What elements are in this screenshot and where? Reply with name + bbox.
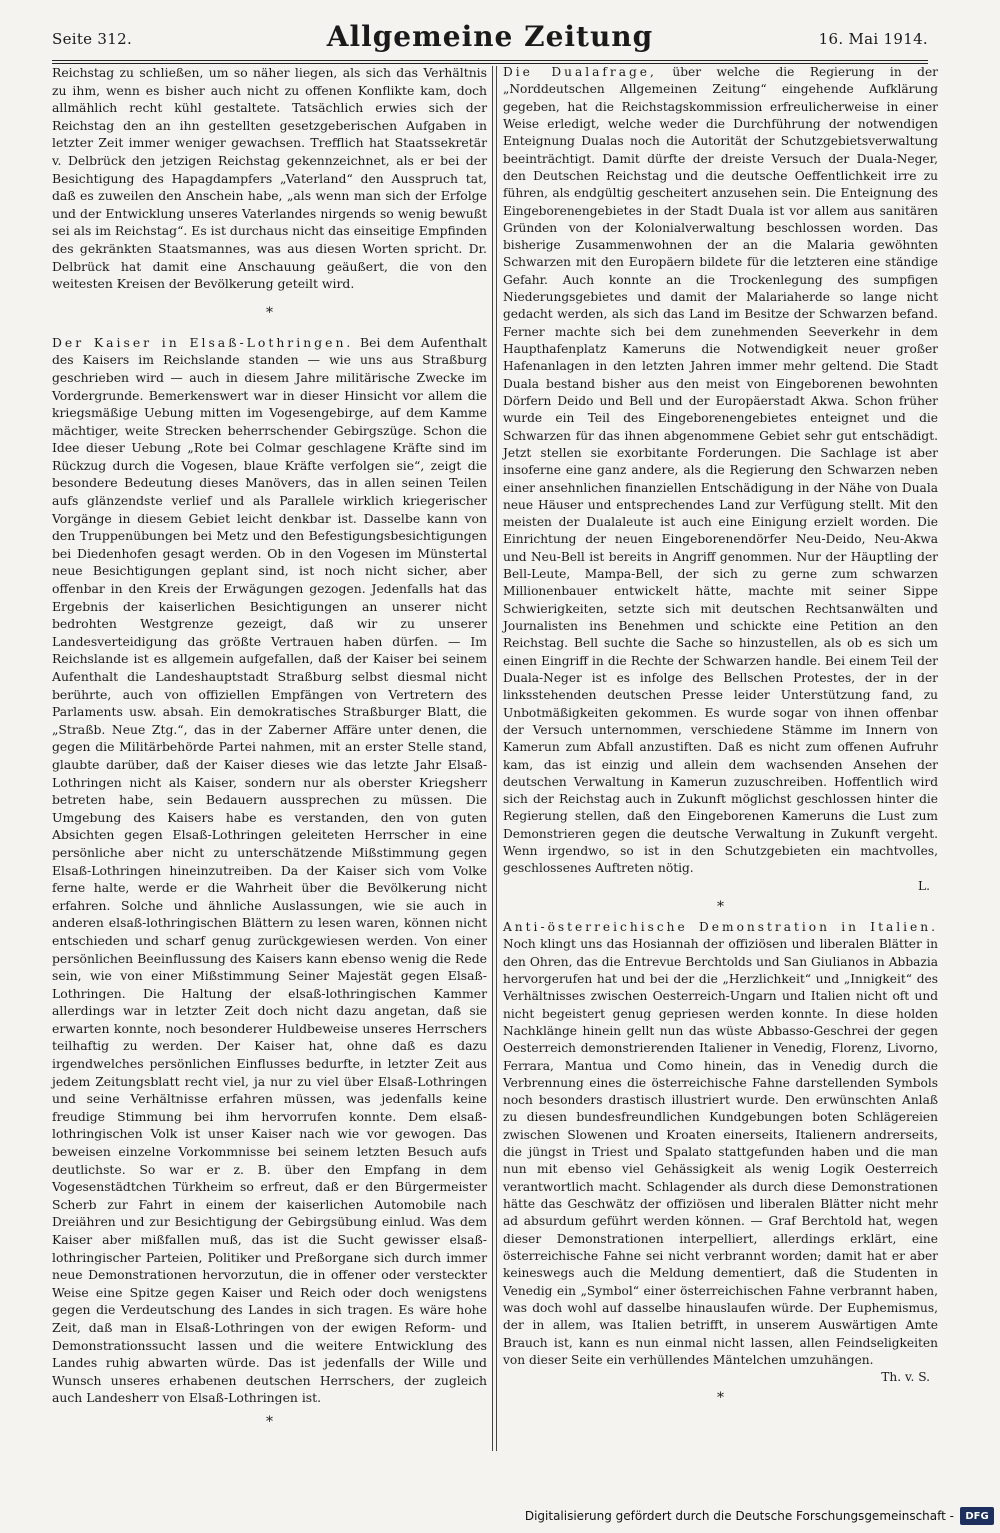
section-heading: Die Dualafrage, [503,65,657,79]
section-heading: Anti-österreichische Demonstration in Italien. [503,920,938,934]
author-signature: L. [918,878,930,893]
page-number: Seite 312. [52,30,133,48]
article-body: über welche die Regierung in der „Norddeutschen Allgemeinen Zeitung“ eingehende Aufklärung gegeben, hat die Reichstagskommission erfreulicherweise in einer Weise erledigt, welche weder die Durchführung der notwendigen Enteignung Dualas noch die Autorität der Schutzgebietsverwaltung beeinträchtigt. Damit dürfte der dreiste Versuch der Duala-Neger, den Deutschen Reichstag und die deutsche Oeffentlichkeit irre zu führen, als endgültig gescheitert anzusehen sein. Die Enteignung des Eingeborenengebietes in der Stadt Duala ist vor allem aus sanitären Gründen von der Kolonialverwaltung beschlossen worden. Das bisherige Zusammenwohnen der an die Malaria gewöhnten Schwarzen mit den Europäern bildete für die letzteren eine ständige Gefahr. Auch konnte an die Trockenlegung des sumpfigen Niederungsgebietes und damit der Malariaherde so lange nicht gedacht werden, als sich das Land im Besitze der Schwarzen befand. Ferner machte sich bei dem zunehmenden Seeverkehr in dem Haupthafenplatz Kameruns die Notwendigkeit neuer großer Hafenanlagen in den letzten Jahren immer mehr geltend. Die Stadt Duala bestand bisher aus den meist von Eingeborenen bewohnten Dörfern Deido und Bell und der Europäerstadt Akwa. Schon früher wurde ein Teil des Eingeborenengebietes enteignet und die Schwarzen für das ihnen abgenommene Gebiet sehr gut entschädigt. Jetzt stellen sie exorbitante Forderungen. Die Sachlage ist aber insoferne eine ganz andere, als die Regierung den Schwarzen neben einer ansehnlichen finanziellen Entschädigung in der Nähe von Duala neue Häuser und entsprechendes Land zur Verfügung stellt. Mit den meisten der Dualaleute ist auch eine Einigung erzielt worden. Die Einrichtung der neuen Eingeborenendörfer Neu-Deido, Neu-Akwa und Neu-Bell ist bereits in Angriff genommen. Nur der Häuptling der Bell-Leute, Mampa-Bell, der sich zu gerne zum schwarzen Millionenbauer entwickelt hätte, machte mit seiner Sippe Schwierigkeiten, setzte sich mit deutschen Rechtsanwälten und Journalisten ins Benehmen und schickte eine Petition an den Reichstag. Bell suchte die Sache so hinzustellen, als ob es sich um einen Eingriff in die Rechte der Schwarzen handle. Bei einem Teil der Duala-Neger ist es infolge des Bellschen Protestes, der in der linksstehenden deutschen Presse leider Unterstützung fand, zu Unbotmäßigkeiten gekommen. Es wurde sogar von ihnen offenbar der Versuch unternommen, verschiedene Stämme im Innern von Kamerun zum Abfall anzustiften. Daß es nicht zum offenen Aufruhr kam, das ist einzig und allein dem wachsenden Ansehen der deutschen Verwaltung in Kamerun zuzuschreiben. Hoffentlich wird sich der Reichstag auch in Zukunft möglichst geschlossen hinter die Regierung stellen, daß den Eingeborenen Kameruns die Lust zum Demonstrieren gegen die deutsche Verwaltung in Zukunft vergeht. Wenn irgendwo, so ist in den Schutzgebieten ein machtvolles, geschlossenes Auftreten nötig. [503,65,938,876]
left-column [52,64,487,1437]
credit-text: Digitalisierung gefördert durch die Deutsche Forschungsgemeinschaft - [524,1509,954,1523]
author-signature: Th. v. S. [881,1370,930,1385]
digitization-credit [525,1505,994,1527]
article-continuation: Reichstag zu schließen, um so näher liegen, als sich das Verhältnis zu ihm, wenn es bisher auch nicht zu offenen Konflikte kam, doch allmählich recht kühl gestaltete. Tatsächlich erwies sich der Reichstag den an ihn gestellten gesetzgeberischen Aufgaben in letzter Zeit immer weniger gewachsen. Trefflich hat Staatssekretär v. Delbrück den jetzigen Reichstag gekennzeichnet, als er bei der Besichtigung des Hapagdampfers „Vaterland“ den Ausspruch tat, daß es zuweilen den Anschein habe, „als wenn man sich der Erfolge und der Entwicklung unseres Vaterlandes nirgends so wenig bewußt sei als im Reichstag“. Es ist durchaus nicht das einseitige Empfinden des gekränkten Staatsmannes, was aus diesen Worten spricht. Dr. Delbrück hat damit eine Anschauung geäußert, die von den weitesten Kreisen der Bevölkerung geteilt wird. [52,65,487,292]
page-header [52,20,928,56]
issue-date: 16. Mai 1914. [818,30,928,48]
separator-asterisk: * [266,1413,273,1430]
article-body: Bei dem Aufenthalt des Kaisers im Reichslande standen — wie uns aus Straßburg geschrieben wird — auch in diesem Jahre militärische Zwecke im Vordergrunde. Bemerkenswert war in dieser Hinsicht vor allem die kriegsmäßige Uebung mitten im Vogesengebirge, auf dem Kamme mächtiger, weite Strecken beherrschender Gebirgszüge. Schon die Idee dieser Uebung „Rote bei Colmar geschlagene Kräfte sind im Rückzug durch die Vogesen, blaue Kräfte verfolgen sie“, zeigt die besondere Bedeutung dieses Manövers, das in allen seinen Teilen aufs glänzendste verlief und als Parallele wirklich kriegerischer Vorgänge in diesem Gebiet leicht denkbar ist. Dasselbe kann von den Truppenübungen bei Metz und den Befestigungsbesichtigungen bei Diedenhofen gesagt werden. Ob in den Vogesen im Münstertal neue Besichtigungen geplant sind, ist noch nicht sicher, aber offenbar in den Kreis der Erwägungen gezogen. Jedenfalls hat das Ergebnis der kaiserlichen Besichtigungen an unserer nicht bedrohten Westgrenze gezeigt, daß wir zu unserer Landesverteidigung das größte Vertrauen haben dürfen. — Im Reichslande ist es allgemein aufgefallen, daß der Kaiser bei seinem Aufenthalt die Landeshauptstadt Straßburg selbst diesmal nicht berührte, auch von offiziellen Empfängen von Vertretern des Parlaments usw. absah. Ein demokratisches Straßburger Blatt, die „Straßb. Neue Ztg.“, das in der Zaberner Affäre unter denen, die gegen die Militärbehörde Partei nahmen, mit an erster Stelle stand, glaubte darüber, daß der Kaiser dieses wie das letzte Jahr Elsaß-Lothringen nicht als Kaiser, sondern nur als oberster Kriegsherr betreten habe, sein Bedauern aussprechen zu müssen. Die Umgebung des Kaisers habe es verstanden, den von guten Absichten gegen Elsaß-Lothringen geleiteten Herrscher in eine persönliche aber nicht zu unterschätzende Mißstimmung gegen Elsaß-Lothringen hineinzutreiben. Da der Kaiser sich vom Volke ferne halte, werde er die Wahrheit über die Bevölkerung nicht erfahren. Solche und ähnliche Auslassungen, wie sie auch in anderen elsaß-lothringischen Blättern zu lesen waren, können nicht entschieden und scharf genug zurückgewiesen werden. Von einer persönlichen Beeinflussung des Kaisers kann ebenso wenig die Rede sein, wie von einer Mißstimmung Seiner Majestät gegen Elsaß-Lothringen. Die Haltung der elsaß-lothringischen Kammer allerdings war in letzter Zeit doch nicht dazu angetan, daß sie erwarten konnte, noch besonderer Huldbeweise unseres Herrschers teilhaftig zu werden. Der Kaiser hat, ohne daß es dazu irgendwelches persönlichen Einflusses bedurfte, in letzter Zeit aus jedem Zeitungsblatt recht viel, ja nur zu viel über Elsaß-Lothringen und seine Verhältnisse erfahren müssen, was jedenfalls keine freudige Stimmung bei ihm hervorrufen konnte. Dem elsaß-lothringischen Volk ist unser Kaiser nach wie vor gewogen. Das beweisen einzelne Vorkommnisse bei seinem letzten Besuch aufs deutlichste. So war er z. B. über den Empfang in dem Vogesenstädtchen Türkheim so erfreut, daß er den Bürgermeister Scherb zur Fahrt in einem der kaiserlichen Automobile nach Dreiähren und zur Besichtigung der Gebirgsübung einlud. Was dem Kaiser aber mißfallen muß, das ist die Sucht gewisser elsaß-lothringischer Parteien, Politiker und Preßorgane sich durch immer neue Demonstrationen hervorzutun, die in offener oder versteckter Weise eine Spitze gegen Kaiser und Reich oder doch wenigstens gegen die Verdeutschung des Landes in sich tragen. Es wäre hohe Zeit, daß man in Elsaß-Lothringen von der ewigen Reform- und Demonstrationssucht lassen und die weitere Entwicklung des Landes ruhig abwarten würde. Das ist jedenfalls der Wille und Wunsch unseres erhabenen deutschen Herrschers, der zugleich auch Landesherr von Elsaß-Lothringen ist. [52,334,487,1406]
right-column [503,64,938,1410]
newspaper-title: Allgemeine Zeitung [326,20,654,53]
dfg-logo: DFG [960,1507,994,1525]
section-heading: Der Kaiser in Elsaß-Lothringen. [52,334,354,350]
separator-asterisk: * [266,304,273,321]
article-body: Noch klingt uns das Hosiannah der offiziösen und liberalen Blätter in den Ohren, das die Entrevue Berchtolds und San Giulianos in Abbazia hervorgerufen hat und bei der die „Herzlichkeit“ und „Innigkeit“ des Verhältnisses zwischen Oesterreich-Ungarn und Italien nicht oft und nicht begeistert genug gepriesen werden konnte. In diese holden Nachklänge hinein gellt nun das wüste Abbasso-Geschrei der gegen Oesterreich demonstrierenden Italiener in Venedig, Florenz, Livorno, Ferrara, Mantua und Como hinein, das in Venedig durch die Verbrennung eines die österreichische Fahne darstellenden Symbols noch besonders drastisch illustriert wurde. Den erwünschten Anlaß zu diesen bundesfreundlichen Kundgebungen boten Schlägereien zwischen Slowenen und Kroaten einerseits, Italienern andrerseits, die jüngst in Triest und Spalato stattgefunden haben und die man nun mit ebenso viel Gehässigkeit als wenig Logik Oesterreich verantwortlich macht. Schlagender als durch diese Demonstrationen hätte das Geschwätz der offiziösen und liberalen Blätter nicht mehr ad absurdum geführt werden können. — Graf Berchtold hat, wegen dieser Demonstrationen interpelliert, allerdings erklärt, eine österreichische Fahne sei nicht verbrannt worden; damit hat er aber keineswegs auch die Meldung dementiert, daß die Studenten in Venedig ein „Symbol“ einer österreichischen Fahne verbrannt haben, was doch wohl auf dasselbe hinauslaufen würde. Der Euphemismus, der in allem, was Italien betrifft, in unserem Auswärtigen Amte Brauch ist, kann es nun einmal nicht lassen, allen Feindseligkeiten von dieser Seite ein verhüllendes Mäntelchen umzuhängen. [503,937,938,1367]
column-divider [492,66,493,1451]
separator-asterisk: * [717,1390,724,1407]
article-kaiser-elsass [52,334,487,1407]
article-dualafrage [503,64,938,878]
header-rule-top [52,60,928,61]
article-italien [503,919,938,1369]
separator-asterisk: * [717,899,724,915]
column-divider-second [496,66,497,1451]
